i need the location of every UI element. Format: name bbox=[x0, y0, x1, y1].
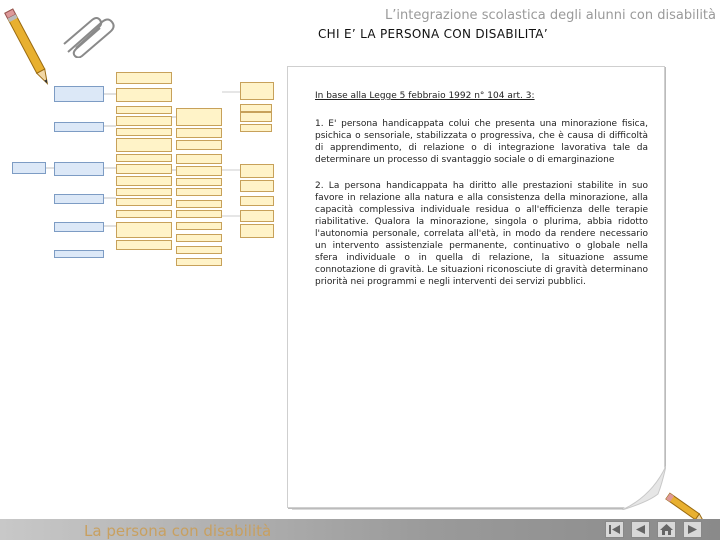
forward-button[interactable] bbox=[683, 521, 702, 538]
footer-label: La persona con disabilità bbox=[84, 522, 272, 540]
home-icon bbox=[658, 522, 675, 537]
first-page-button[interactable] bbox=[605, 521, 624, 538]
paragraph-2: 2. La persona handicappata ha diritto alle prestazioni stabilite in suo favore in relazione alla natura e alla consistenza della minorazione, alla capacità complessiva individuale residua o all'efficienza delle terapie riabilitative. Qualora la minorazione, singola o plurima, abbia ridotto l'autonomia personale, correlata all'età, in modo da rendere necessario un intervento assistenziale permanente, continuativo o globale nella sfera individuale o in quella di relazione, la situazione assume connotazione di gravità. Le situazioni riconosciute di gravità determinano priorità nei programmi e negli interventi dei servizi pubblici. bbox=[315, 181, 648, 287]
first-page-icon bbox=[606, 522, 623, 537]
slide-subtitle: CHI E’ LA PERSONA CON DISABILITA’ bbox=[318, 27, 548, 41]
forward-icon bbox=[684, 522, 701, 537]
home-button[interactable] bbox=[657, 521, 676, 538]
card-text bbox=[315, 90, 648, 302]
paragraph-1: 1. E' persona handicappata colui che presenta una minorazione fisica, psichica o sensoriale, stabilizzata o progressiva, che è causa di difficoltà di apprendimento, di relazione o di integrazione lavorativa tale da determinare un processo di svantaggio sociale o di emarginazione bbox=[315, 119, 648, 165]
concept-map-image bbox=[10, 70, 282, 270]
back-button[interactable] bbox=[631, 521, 650, 538]
back-icon bbox=[632, 522, 649, 537]
page-title: L’integrazione scolastica degli alunni con disabilità bbox=[385, 8, 716, 23]
law-reference: In base alla Legge 5 febbraio 1992 n° 104 art. 3: bbox=[315, 91, 535, 101]
paperclip-icon bbox=[62, 14, 118, 58]
